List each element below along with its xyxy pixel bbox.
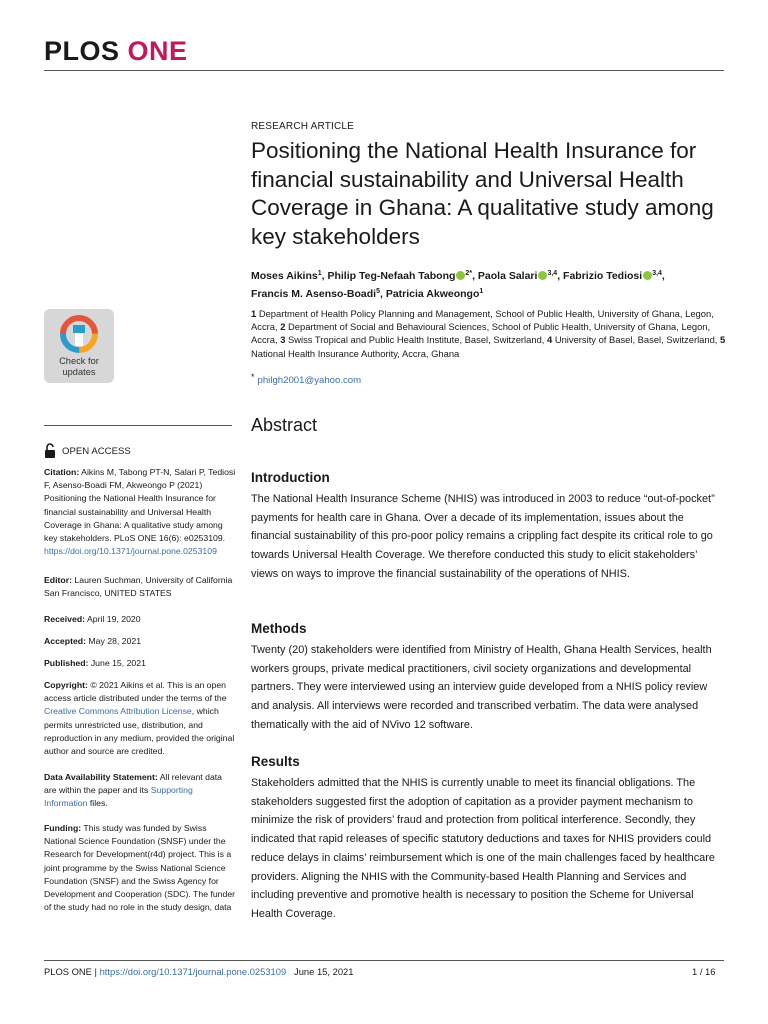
license-link[interactable]: Creative Commons Attribution License xyxy=(44,706,192,717)
received-block xyxy=(44,613,236,626)
author-affil-sup: 5 xyxy=(376,288,380,295)
results-text: Stakeholders admitted that the NHIS is currently unable to meet its financial obligations. The stakeholders suggested first the adoption of capitation as a provider payment mechanism to minimize the risk of providers’ fraud and protection from political interference. Secondly, they indicated that rapid releases of specific statutory deductions and taxes for NHIS providers could reduce delays in claims’ reimbursement which is one of the main challenges faced by healthcare providers. Aligning the NHIS with the Community-based Health Planning and Services and including preventive and promotive health is necessary to position the Scheme for Universal Health Coverage. xyxy=(251,777,715,920)
journal-logo xyxy=(44,36,188,67)
corresponding-author xyxy=(251,372,361,386)
author-affil-sup: 3,4 xyxy=(652,270,662,277)
received-date: April 19, 2020 xyxy=(86,614,141,624)
affiliations xyxy=(251,307,726,360)
editor-text: Lauren Suchman, University of California San Francisco, UNITED STATES xyxy=(44,575,233,599)
article-title: Positioning the National Health Insurance for financial sustainability and Universal Health Coverage in Ghana: A qualitative study among key stakeholders xyxy=(251,138,714,249)
author-name[interactable]: Moses Aikins xyxy=(251,270,318,282)
page-footer xyxy=(44,966,353,977)
author-name[interactable]: Patricia Akweongo xyxy=(385,288,480,300)
data-availability-text: All relevant data are within the paper and its xyxy=(44,772,223,796)
copyright-block xyxy=(44,679,236,758)
abstract-heading: Abstract xyxy=(251,415,318,435)
article-type: RESEARCH ARTICLE xyxy=(251,121,355,132)
editor-label: Editor: xyxy=(44,575,72,585)
results-heading: Results xyxy=(251,754,300,769)
affil-text: Department of Health Policy Planning and Management, School of Public Health, University of Ghana, Legon, Accra, xyxy=(251,308,714,333)
affil-num: 3 xyxy=(280,334,286,346)
published-date: June 15, 2021 xyxy=(90,658,146,668)
funding-block xyxy=(44,822,236,914)
page-number: 1 / 16 xyxy=(692,966,716,977)
affil-text: National Health Insurance Authority, Accra, Ghana xyxy=(251,347,460,359)
affil-text: Swiss Tropical and Public Health Institute, Basel, Switzerland, xyxy=(288,334,545,346)
check-for-updates-badge[interactable] xyxy=(44,309,114,383)
editor-block xyxy=(44,574,236,600)
citation-text: Aikins M, Tabong PT-N, Salari P, Tediosi F, Asenso-Boadi FM, Akweongo P (2021) Positioning the National Health Insurance for financial sustainability and Universal Health Coverage in Ghana: A qualitative study among key stakeholders. PLoS ONE 16(6): e0253109. xyxy=(44,467,236,544)
citation-block xyxy=(44,466,236,558)
crossmark-line1: Check for xyxy=(59,356,99,366)
introduction-text: The National Health Insurance Scheme (NHIS) was introduced in 2003 to reduce “out-of-pocket” payments for health care in Ghana. Over a decade of its implementation, issues about the financial sustainability of this pro-poor policy remains a crippling fact despite its critical role to go towards Universal Health Coverage. We therefore conducted this study to elicit stakeholders’ views on ways to improve the financial sustainability of the operations of NHIS. xyxy=(251,493,715,580)
citation-label: Citation: xyxy=(44,467,80,477)
affil-num: 5 xyxy=(720,334,726,346)
open-lock-icon xyxy=(44,443,56,458)
open-access-badge xyxy=(44,443,131,457)
author-affil-sup: 1 xyxy=(317,270,322,277)
methods-text: Twenty (20) stakeholders were identified from Ministry of Health, Ghana Health Services, health workers groups, private medical practitioners, civil society organizations and developmental partners. They were interviewed using an interview guide developed from a NHIS policy review and analysis. All interviews were recorded and transcribed verbatim. The data were analysed thematically with the aid of NVivo 12 software. xyxy=(251,644,712,731)
funding-text: This study was funded by Swiss National Science Foundation (SNSF) under the Research for Development(r4d) project. This is a joint programme by the Swiss National Science Foundation (SNSF) and the Swiss Agency for Development and Cooperation (SDC). The funder of the study had no role in the study design, data xyxy=(44,823,236,913)
received-label: Received: xyxy=(44,614,86,624)
author-name[interactable]: Fabrizio Tediosi xyxy=(563,270,643,282)
orcid-icon[interactable] xyxy=(643,271,652,280)
data-availability-block xyxy=(44,771,236,811)
crossmark-label xyxy=(44,356,114,378)
affil-text: Department of Social and Behavioural Sciences, School of Public Health, University of Ghana, Legon, Accra, xyxy=(251,321,711,346)
author-name[interactable]: Paola Salari xyxy=(477,270,538,282)
affil-num: 2 xyxy=(280,321,286,333)
published-block xyxy=(44,657,236,670)
introduction-heading: Introduction xyxy=(251,470,330,485)
author-name[interactable]: Francis M. Asenso-Boadi xyxy=(251,288,377,300)
copyright-text-cont: , which permits unrestricted use, distribution, and reproduction in any medium, provided the original author and source are credited. xyxy=(44,706,235,757)
citation-doi-link[interactable]: https://doi.org/10.1371/journal.pone.0253109 xyxy=(44,546,217,557)
email-link[interactable]: philgh2001@yahoo.com xyxy=(257,375,362,386)
funding-label: Funding: xyxy=(44,823,82,833)
affil-num: 4 xyxy=(547,334,553,346)
data-availability-label: Data Availability Statement: xyxy=(44,772,158,782)
accepted-label: Accepted: xyxy=(44,636,86,646)
header-divider xyxy=(44,70,724,71)
author-affil-sup: 2* xyxy=(465,270,473,277)
open-access-label: OPEN ACCESS xyxy=(62,446,131,457)
accepted-date: May 28, 2021 xyxy=(88,636,142,646)
author-list: Moses Aikins$^1$, Philip Teg-Nefaah Tabong $^{2*}$, Paola Salari $^{3,4}$, Fabrizio Tediosi $^{3,4}$, Francis M. Asenso-Boadi$^5$, Patricia Akweongo$^1$ xyxy=(251,270,665,300)
author-affil-sup: 3,4 xyxy=(547,270,558,277)
author-name[interactable]: Philip Teg-Nefaah Tabong xyxy=(327,270,456,282)
affil-num: 1 xyxy=(251,308,257,319)
footer-date: June 15, 2021 xyxy=(294,966,354,977)
author-affil-sup: 1 xyxy=(479,288,484,295)
methods-heading: Methods xyxy=(251,621,307,636)
sidebar-divider xyxy=(44,425,232,426)
copyright-text: © 2021 Aikins et al. This is an open access article distributed under the terms of the xyxy=(44,680,227,704)
footer-journal: PLOS ONE | xyxy=(44,966,97,977)
journal-logo-one: ONE xyxy=(127,36,188,66)
footer-doi-link[interactable]: https://doi.org/10.1371/journal.pone.0253109 xyxy=(99,966,287,977)
footer-divider xyxy=(44,960,724,961)
accepted-block xyxy=(44,635,236,648)
affil-text: University of Basel, Basel, Switzerland, xyxy=(554,334,718,346)
published-label: Published: xyxy=(44,658,89,668)
journal-logo-plos: PLOS xyxy=(44,36,120,66)
supporting-info-link[interactable]: Supporting Information xyxy=(44,785,193,809)
data-availability-text-cont: files. xyxy=(89,798,108,809)
asterisk-marker: * xyxy=(251,372,255,382)
crossmark-line2: updates xyxy=(62,367,96,377)
copyright-label: Copyright: xyxy=(44,680,88,690)
crossmark-icon xyxy=(60,315,98,353)
